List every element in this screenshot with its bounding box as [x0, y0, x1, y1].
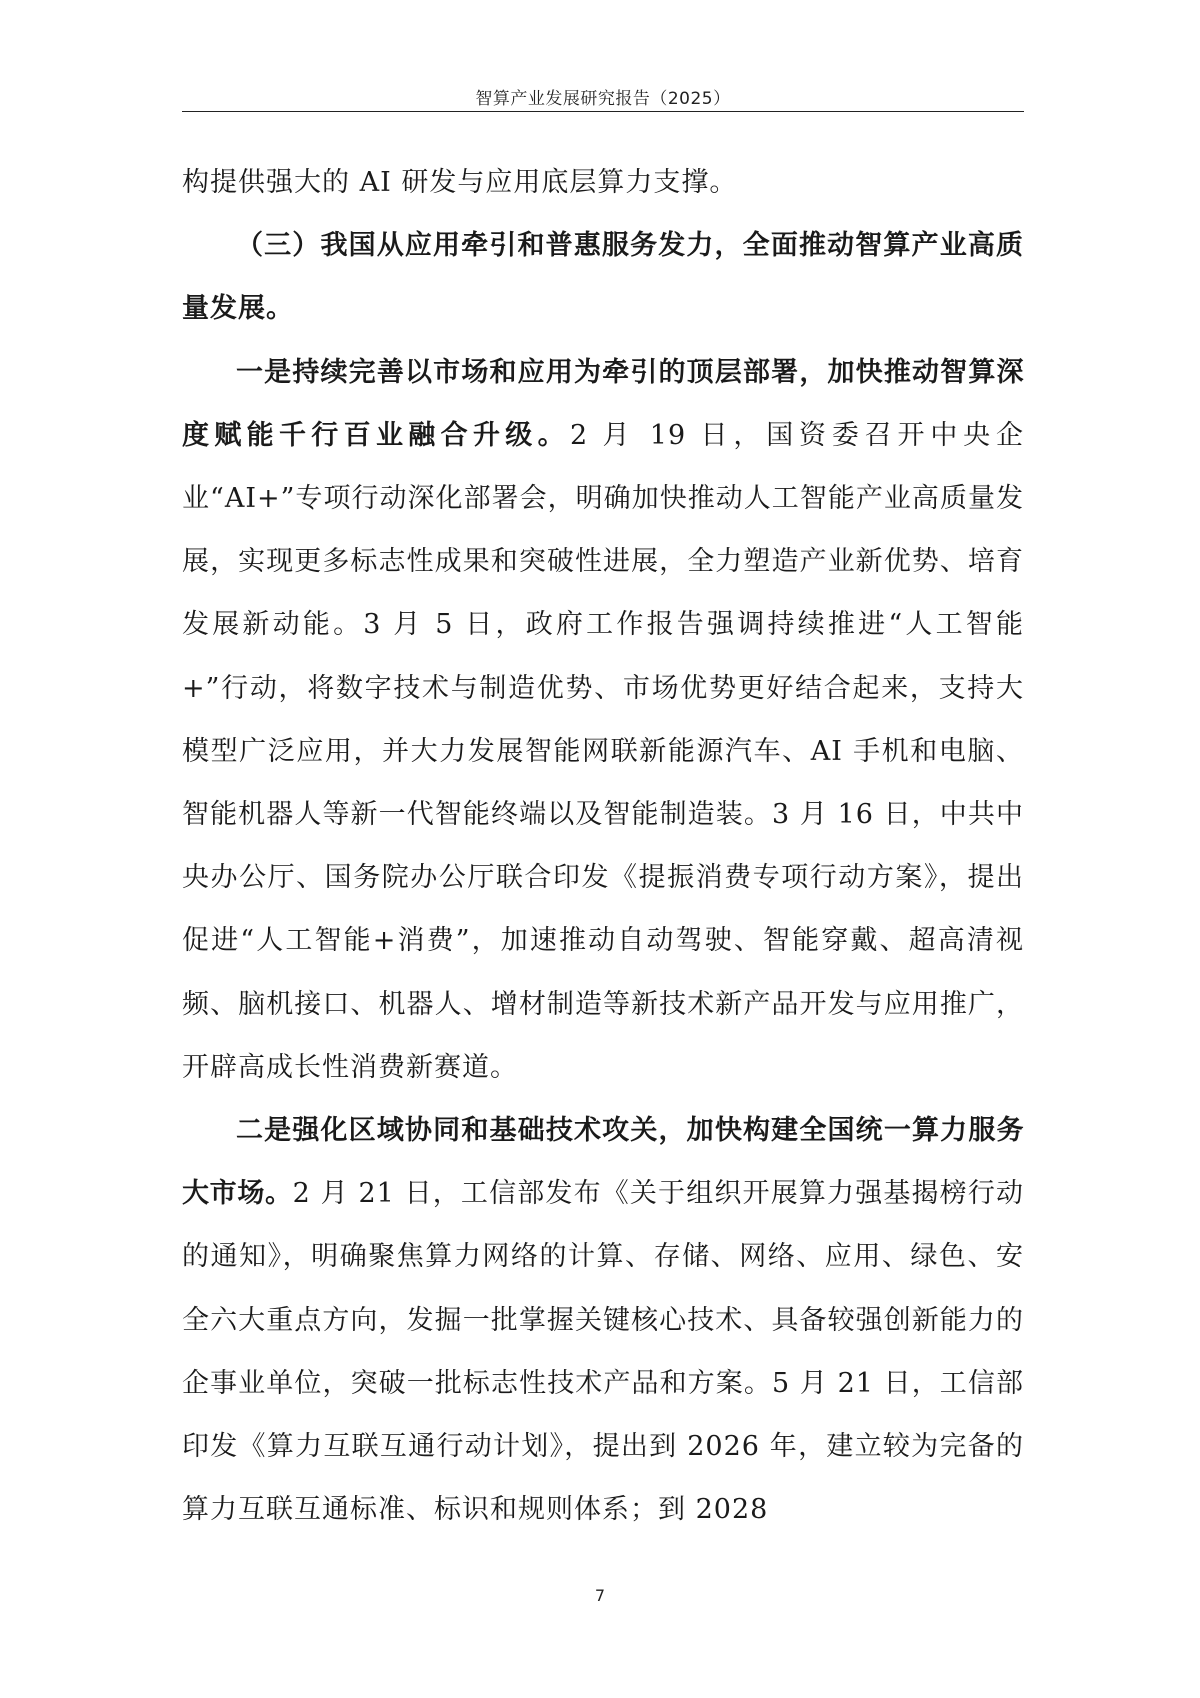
document-body [182, 151, 1024, 1541]
page-number: 7 [594, 1586, 606, 1605]
paragraph-continuation: 构提供强大的 AI 研发与应用底层算力支撑。 [182, 167, 738, 198]
paragraph-text: 2 月 21 日，工信部发布《关于组织开展算力强基揭榜行动的通知》，明确聚焦算力网络的计算、存储、网络、应用、绿色、安全六大重点方向，发掘一批掌握关键核心技术、具备较强创新能力的企事业单位，突破一批标志性技术产品和方案。5 月 21 日，工信部印发《算力互联互通行动计划》，提出到 2026 年，建立较为完备的算力互联互通标准、标识和规则体系；到 2028 [182, 1178, 1025, 1526]
paragraph-text: 2 月 19 日，国资委召开中央企业“AI+”专项行动深化部署会，明确加快推动人工智能产业高质量发展，实现更多标志性成果和突破性进展，全力塑造产业新优势、培育发展新动能。3 月 5 日，政府工作报告强调持续推进“人工智能+”行动，将数字技术与制造优势、市场优势更好结合起来，支持大模型广泛应用，并大力发展智能网联新能源汽车、AI 手机和电脑、智能机器人等新一代智能终端以及智能制造装。3 月 16 日，中共中央办公厅、国务院办公厅联合印发《提振消费专项行动方案》，提出促进“人工智能+消费”，加速推动自动驾驶、智能穿戴、超高清视频、脑机接口、机器人、增材制造等新技术新产品开发与应用推广，开辟高成长性消费新赛道。 [182, 419, 1024, 1083]
paragraph-measure-two [182, 1099, 1024, 1541]
paragraph-measure-one [182, 341, 1024, 1099]
section-heading: （三）我国从应用牵引和普惠服务发力，全面推动智算产业高质量发展。 [182, 230, 1024, 325]
header-divider [182, 111, 1024, 112]
running-header: 智算产业发展研究报告（2025） [475, 89, 731, 109]
paragraph-lead: 一是持续完善以市场和应用为牵引的顶层部署，加快推动智算深度赋能千行百业融合升级。 [182, 356, 1024, 451]
paragraph-lead: 二是强化区域协同和基础技术攻关，加快构建全国统一算力服务大市场。 [182, 1115, 1024, 1210]
